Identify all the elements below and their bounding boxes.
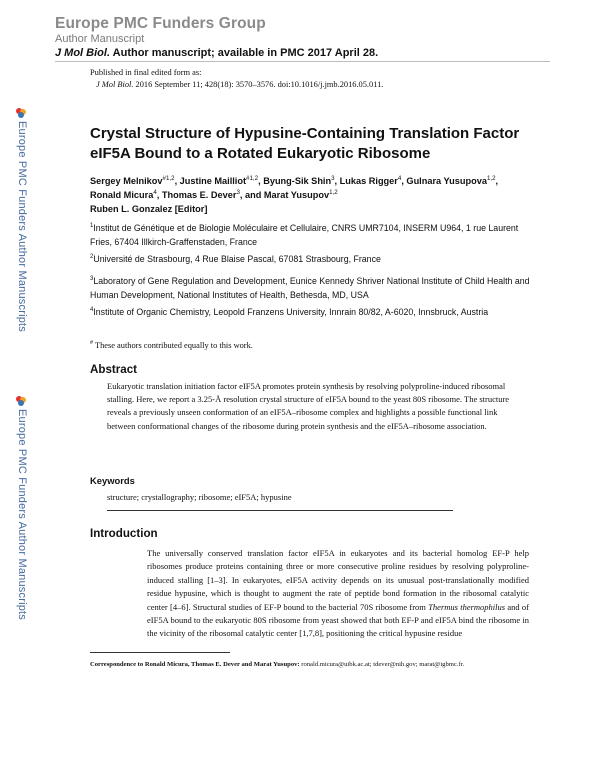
author-affiliation-marker: 4	[153, 188, 157, 196]
journal-name: J Mol Biol.	[55, 47, 110, 59]
affiliation-2	[90, 253, 530, 267]
introduction-heading: Introduction	[90, 527, 158, 540]
authors-inline	[90, 176, 498, 200]
author-affiliation-marker: 1,2	[329, 188, 338, 196]
affiliation-number: 2	[90, 254, 94, 261]
europe-pmc-logo-icon	[16, 108, 26, 118]
published-citation	[96, 80, 383, 89]
footnote-divider	[90, 652, 230, 653]
author-name: Thomas E. Dever	[161, 190, 237, 200]
affiliation-number: 1	[90, 223, 94, 230]
author-name: Lukas Rigger	[339, 176, 398, 186]
affiliation-text: Laboratory of Gene Regulation and Development, Eunice Kennedy Shriver National Institute of Child Health and Human Development, National Institutes of Health, Bethesda, MD, USA	[90, 276, 530, 300]
keywords-heading: Keywords	[90, 475, 135, 486]
correspondence-footnote	[90, 660, 520, 670]
author-list	[90, 174, 530, 216]
affiliation-number: 4	[90, 307, 94, 314]
author-separator: ,	[258, 176, 264, 186]
affiliation-1	[90, 222, 530, 249]
article-title: Crystal Structure of Hypusine-Containing Translation Factor eIF5A Bound to a Rotated Eukaryotic Ribosome	[90, 125, 520, 162]
equal-contribution-note	[90, 341, 253, 350]
author-name: Sergey Melnikov	[90, 176, 163, 186]
logo-dot-blue	[18, 400, 24, 406]
funders-group-title: Europe PMC Funders Group	[55, 15, 266, 32]
author-affiliation-marker: 1,2	[486, 174, 496, 182]
author-affiliation-marker: 3	[331, 174, 335, 182]
keywords-list: structure; crystallography; ribosome; eIF5A; hypusine	[107, 492, 292, 502]
logo-dot-blue	[18, 112, 24, 118]
author-affiliation-marker: #1,2	[162, 174, 175, 182]
correspondence-label: Correspondence to Ronald Micura, Thomas E. Dever and Marat Yusupov:	[90, 661, 300, 668]
sidebar-watermark-bottom	[16, 396, 30, 620]
keywords-divider	[107, 510, 453, 511]
equal-contribution-text: These authors contributed equally to this work.	[94, 341, 253, 350]
journal-availability	[55, 47, 378, 59]
sidebar-watermark-top	[16, 108, 30, 332]
editor-name: Ruben L. Gonzalez [Editor]	[90, 204, 208, 214]
abstract-heading: Abstract	[90, 363, 138, 376]
manuscript-label: Author Manuscript	[55, 33, 145, 45]
equal-contribution-mark: #	[90, 340, 93, 347]
published-journal: J Mol Biol.	[96, 80, 134, 89]
affiliation-text: Université de Strasbourg, 4 Rue Blaise Pascal, 67081 Strasbourg, France	[93, 254, 381, 264]
europe-pmc-logo-icon	[16, 396, 26, 406]
author-affiliation-marker: 3	[236, 188, 240, 196]
author-name: Ronald Micura	[90, 190, 154, 200]
correspondence-emails: ronald.micura@uibk.ac.at; tdever@nih.gov; marat@igbmc.fr.	[301, 661, 465, 668]
author-separator: ,	[334, 176, 340, 186]
affiliation-4	[90, 306, 530, 320]
species-name: Thermus thermophilus	[428, 601, 506, 612]
availability-note: Author manuscript; available in PMC 2017 April 28.	[112, 47, 379, 59]
author-affiliation-marker: #1,2	[246, 174, 259, 182]
intro-text-part-2: and of eIF5A bound to the eukaryotic 80S ribosome from yeast showed that both EF-P and eIF5A bind the ribosome in the vicinity of the ribosomal catalytic center [1,7,8], positioning the critical hypusine residue	[147, 601, 530, 639]
affiliation-number: 3	[90, 276, 94, 283]
author-name: Marat Yusupov	[263, 190, 330, 200]
sidebar-label: Europe PMC Funders Author Manuscripts	[16, 409, 28, 620]
published-label: Published in final edited form as:	[90, 68, 202, 77]
author-name: Gulnara Yusupova	[406, 176, 487, 186]
author-separator: ,	[174, 176, 180, 186]
author-separator: ,	[495, 176, 499, 186]
intro-text-part-1: The universally conserved translation factor eIF5A in eukaryotes and its bacterial homolog EF-P help ribosomes produce proteins containing three or more consecutive proline residues by resolving polyproline-induced stalling [1–3]. In eukaryotes, eIF5A activity depends on its unusual post-translationally modified residue hypusine, which is thought to augment the rate of peptide bond formation in the ribosomal catalytic center [4–6]. Structural studies of EF-P bound to the bacterial 70S ribosome from	[147, 548, 529, 612]
author-affiliation-marker: 4	[397, 174, 402, 182]
affiliation-text: Institut de Génétique et de Biologie Moléculaire et Cellulaire, CNRS UMR7104, INSERM U964, 1 rue Laurent Fries, 67404 Illkirch-Graffenstaden, France	[90, 223, 519, 247]
page-header	[0, 0, 600, 68]
author-separator: ,	[401, 176, 407, 186]
abstract-text: Eukaryotic translation initiation factor eIF5A promotes protein synthesis by resolving polyproline-induced ribosomal stalling. Here, we report a 3.25-Å resolution crystal structure of eIF5A bound to the yeast 80S ribosome. The structure reveals a previously unseen conformation of an eIF5A–ribosome complex and highlights a possible functional link between conformational changes of the ribosome during protein synthesis and the eIF5A–ribosome association.	[107, 381, 510, 431]
introduction-text	[147, 547, 529, 641]
author-name: Byung-Sik Shin	[263, 176, 332, 186]
author-name: Justine Mailliot	[179, 176, 247, 186]
header-divider	[55, 61, 550, 62]
author-separator: ,	[156, 190, 162, 200]
author-separator: , and	[239, 190, 264, 200]
sidebar-label: Europe PMC Funders Author Manuscripts	[16, 121, 28, 332]
published-details: 2016 September 11; 428(18): 3570–3576. doi:10.1016/j.jmb.2016.05.011.	[135, 80, 384, 89]
affiliation-text: Institute of Organic Chemistry, Leopold Franzens University, Innrain 80/82, A-6020, Innsbruck, Austria	[93, 307, 489, 317]
affiliation-3	[90, 275, 530, 302]
